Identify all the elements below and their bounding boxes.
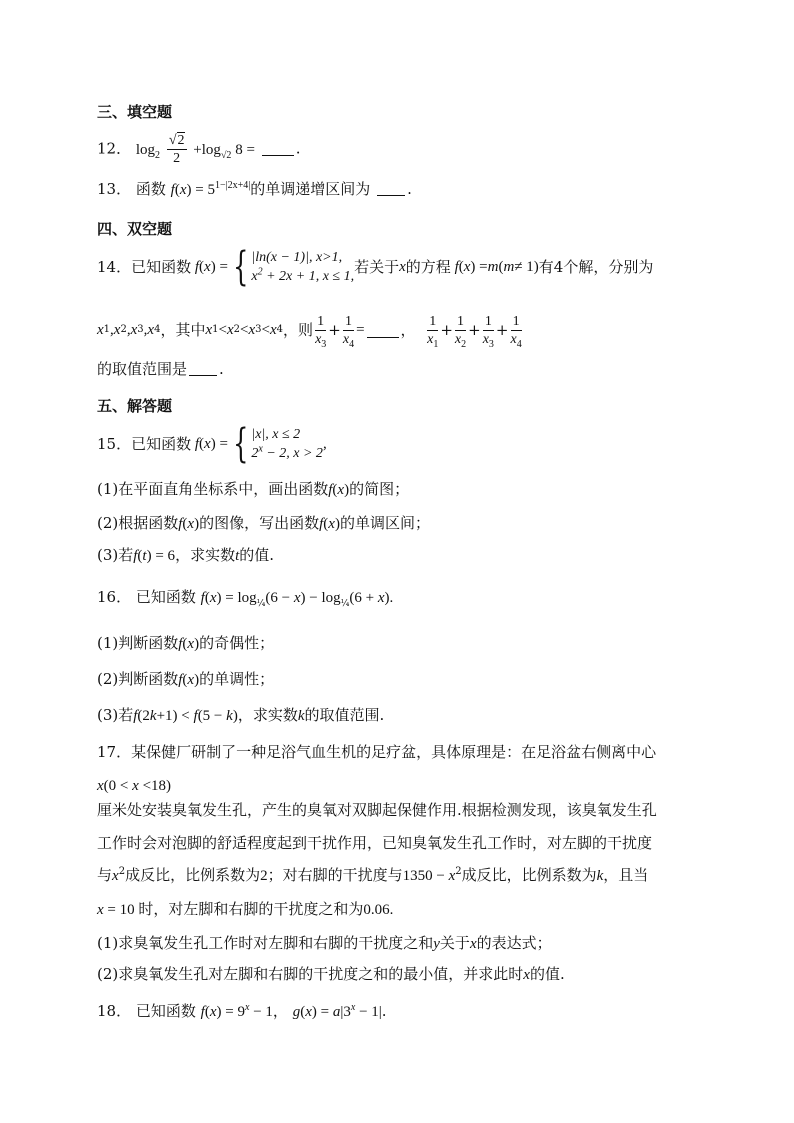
- question-15-part-3: (3)若f(t) = 6，求实数t的值.: [97, 546, 275, 564]
- piecewise-definition: |ln(x − 1)|, x>1, $x^2 + 2x + 1$, x ≤ 1,: [251, 250, 355, 284]
- question-number: 15．: [97, 435, 132, 453]
- answer-blank-2[interactable]: [189, 361, 217, 376]
- section-fill-blank: 三、填空题: [97, 103, 173, 121]
- question-17: 17．某保健厂研制了一种足浴气血生机的足疗盆，具体原理是：在足浴盆右侧离中心: [97, 743, 657, 761]
- question-15-part-1: (1)在平面直角坐标系中，画出函数f(x)的简图；: [97, 480, 410, 498]
- question-17-line-3: 厘米处安装臭氧发生孔，产生的臭氧对双脚起保健作用.根据检测发现，该臭氧发生孔: [97, 801, 657, 819]
- answer-blank[interactable]: [377, 181, 405, 196]
- question-number: 13．: [97, 180, 132, 198]
- question-16-part-2: (2)判断函数f(x)的单调性；: [97, 670, 275, 688]
- question-15: 15． 已知函数 f ( x ) = { |x|, x ≤ 2 $2^x - 2$, x > 2 ,: [97, 421, 327, 467]
- question-number: 18．: [97, 1002, 132, 1020]
- question-17-line-6: x = 10 时，对左脚和右脚的干扰度之和为0.06.: [97, 900, 394, 918]
- section-double-blank: 四、双空题: [97, 220, 173, 238]
- question-15-part-2: (2)根据函数f(x)的图像，写出函数f(x)的单调区间；: [97, 514, 430, 532]
- question-16: 16． 已知函数 $f(x) = \log_{\frac{1}{4}}(6 - x) - \log_{\frac{1}{4}}(6 + x)$.: [97, 588, 394, 609]
- question-number: 14．: [97, 258, 132, 276]
- question-number: 12．: [97, 139, 132, 158]
- question-number: 17．: [97, 743, 132, 761]
- section-answer: 五、解答题: [97, 397, 173, 415]
- answer-blank-1[interactable]: [367, 323, 399, 338]
- question-14-line-2: x 1 , x 2 , x 3 , x 4 ，其中 x 1 < x 2 < x 3 < x 4 ，则 $\frac{1}{x_3}$ + $\frac{1}{x_4}$ = ， $\frac{1}{x_1}$ + $\frac{1}{x_2}$ + $\frac{1}{x_3}$ + $\frac{1}{x_4}$: [97, 313, 522, 350]
- question-14: 14． 已知函数 f ( x ) = { |ln(x − 1)|, x>1, $x^2 + 2x + 1$, x ≤ 1, 若关于 x 的方程 f ( x ) = m ( m ≠ 1) 有4个解，分别为: [97, 244, 654, 290]
- question-16-part-1: (1)判断函数f(x)的奇偶性；: [97, 634, 275, 652]
- question-14-line-3: 的取值范围是 .: [97, 360, 224, 378]
- question-18: 18． 已知函数 $f(x) = 9^x - 1$， $g(x) = a|3^x - 1|$.: [97, 1002, 387, 1020]
- question-17-line-5: 与$x^2$成反比，比例系数为2；对右脚的干扰度与$1350 - x^2$成反比，比例系数为k，且当: [97, 866, 649, 884]
- fraction: $\frac{√2}{2}$: [168, 133, 185, 166]
- answer-blank[interactable]: [262, 141, 294, 156]
- question-13: 13． 函数 $f(x) = 5^{1-|2x+4|}$的单调递增区间为 .: [97, 180, 412, 198]
- question-12: 12． $\log_2$ $\frac{√2}{2}$ $+\log_{√2}$ 8 = .: [97, 133, 301, 166]
- question-16-part-3: (3)若f(2k+1) < f(5 − k)，求实数k的取值范围.: [97, 706, 385, 724]
- question-17-part-2: (2)求臭氧发生孔对左脚和右脚的干扰度之和的最小值，并求此时x的值.: [97, 965, 565, 983]
- question-number: 16．: [97, 588, 132, 606]
- question-17-condition: x(0 < x <18): [97, 778, 172, 794]
- question-17-line-4: 工作时会对泡脚的舒适程度起到干扰作用，已知臭氧发生孔工作时，对左脚的干扰度: [97, 834, 653, 852]
- question-17-part-1: (1)求臭氧发生孔工作时对左脚和右脚的干扰度之和y关于x的表达式；: [97, 934, 552, 952]
- piecewise-definition: |x|, x ≤ 2 $2^x - 2$, x > 2: [251, 427, 323, 461]
